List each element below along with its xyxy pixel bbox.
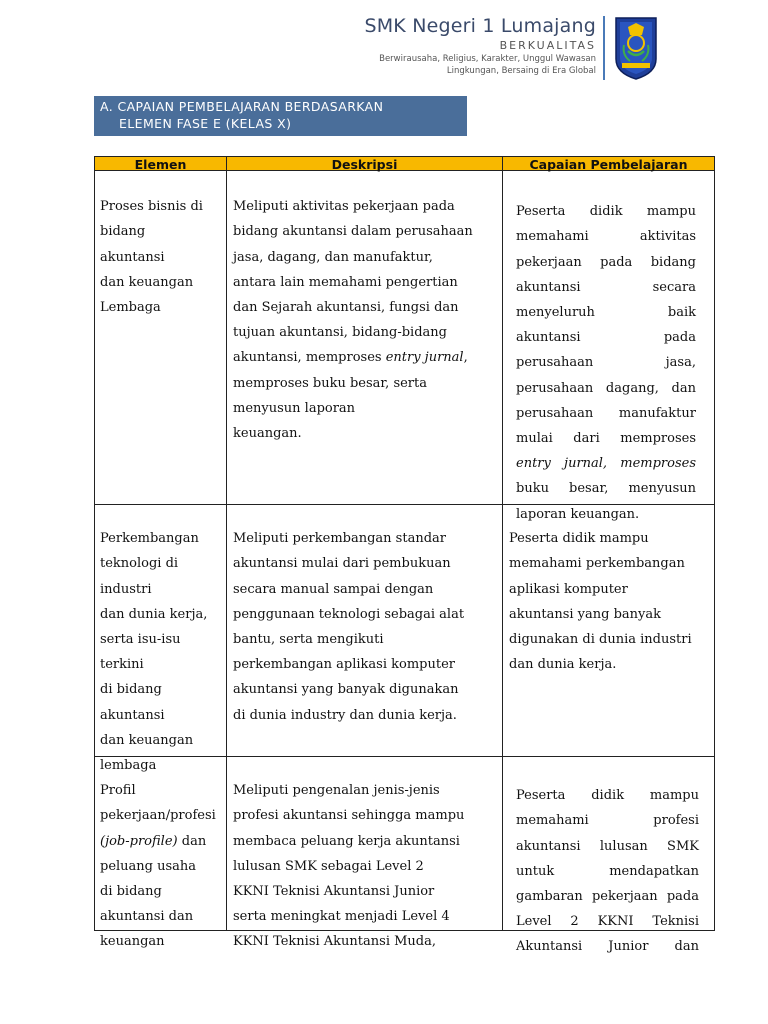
school-header bbox=[364, 14, 596, 77]
column-divider bbox=[714, 170, 715, 931]
school-tagline-line1: Berwirausaha, Religius, Karakter, Unggul Wawasan bbox=[379, 54, 596, 64]
column-divider bbox=[94, 170, 95, 931]
school-crest-icon bbox=[612, 15, 660, 81]
entry-jurnal-line: akuntansi, memproses entry jurnal, bbox=[233, 350, 468, 366]
column-header-elemen: Elemen bbox=[94, 156, 227, 171]
school-tagline-line2: Lingkungan, Bersaing di Era Global bbox=[446, 66, 596, 76]
table-row-1-deskripsi: Meliputi aktivitas pekerjaan pada bidang akuntansi dalam perusahaan jasa, dagang, dan manufaktur, antara lain memahami pengertian dan Sejarah akuntansi, fungsi dan tujuan akuntansi, bidang-bidang akuntansi, memproses entry jurnal, memproses buku besar, serta menyusun laporan keuangan. bbox=[233, 169, 499, 471]
column-header-capaian: Capaian Pembelajaran bbox=[502, 156, 715, 171]
column-divider bbox=[226, 170, 227, 931]
section-title-bar bbox=[94, 96, 467, 136]
table-row-1-elemen: Proses bisnis di bidang akuntansi dan keuangan Lembaga bbox=[100, 199, 203, 316]
section-title-line1: A. CAPAIAN PEMBELAJARAN BERDASARKAN bbox=[100, 99, 384, 114]
table-row-3-elemen: Profil pekerjaan/profesi (job-profile) dan peluang usaha di bidang akuntansi dan keuangan bbox=[100, 783, 216, 950]
table-row-1-capaian: Peserta didik mampu memahami aktivitas pekerjaan pada bidang akuntansi secara menyeluruh baik akuntansi pada perusahaan jasa, perusahaan dagang, dan perusahaan manufaktur mulai dari memproses entry jurnal, memproses buku besar, menyusun laporan keuangan. bbox=[516, 204, 696, 522]
column-divider bbox=[502, 170, 503, 931]
section-title-line2: ELEMEN FASE E (KELAS X) bbox=[119, 116, 292, 131]
table-row-2-elemen: Perkembangan teknologi di industri dan dunia kerja, serta isu-isu terkini di bidang akuntansi dan keuangan lembaga bbox=[100, 531, 208, 774]
table-row-2-deskripsi: Meliputi perkembangan standar akuntansi mulai dari pembukuan secara manual sampai dengan penggunaan teknologi sebagai alat bantu, serta mengikuti perkembangan aplikasi komputer akuntansi yang banyak digunakan di dunia industry dan dunia kerja. bbox=[233, 531, 465, 723]
school-name: SMK Negeri 1 Lumajang bbox=[364, 15, 596, 37]
header-divider bbox=[603, 16, 605, 80]
table-row-2-capaian: Peserta didik mampu memahami perkembangan aplikasi komputer akuntansi yang banyak digunakan di dunia industri dan dunia kerja. bbox=[509, 531, 692, 673]
table-row-3-deskripsi: Meliputi pengenalan jenis-jenis profesi akuntansi sehingga mampu membaca peluang kerja akuntansi lulusan SMK sebagai Level 2 KKNI Teknisi Akuntansi Junior serta meningkat menjadi Level 4 KKNI Teknisi Akuntansi Muda, bbox=[233, 783, 465, 950]
column-header-deskripsi: Deskripsi bbox=[226, 156, 503, 171]
school-motto: BERKUALITAS bbox=[499, 39, 596, 52]
table-row-3-capaian: Peserta didik mampu memahami profesi akuntansi lulusan SMK untuk mendapatkan gambaran pekerjaan pada Level 2 KKNI Teknisi Akuntansi Junior dan bbox=[516, 788, 699, 955]
